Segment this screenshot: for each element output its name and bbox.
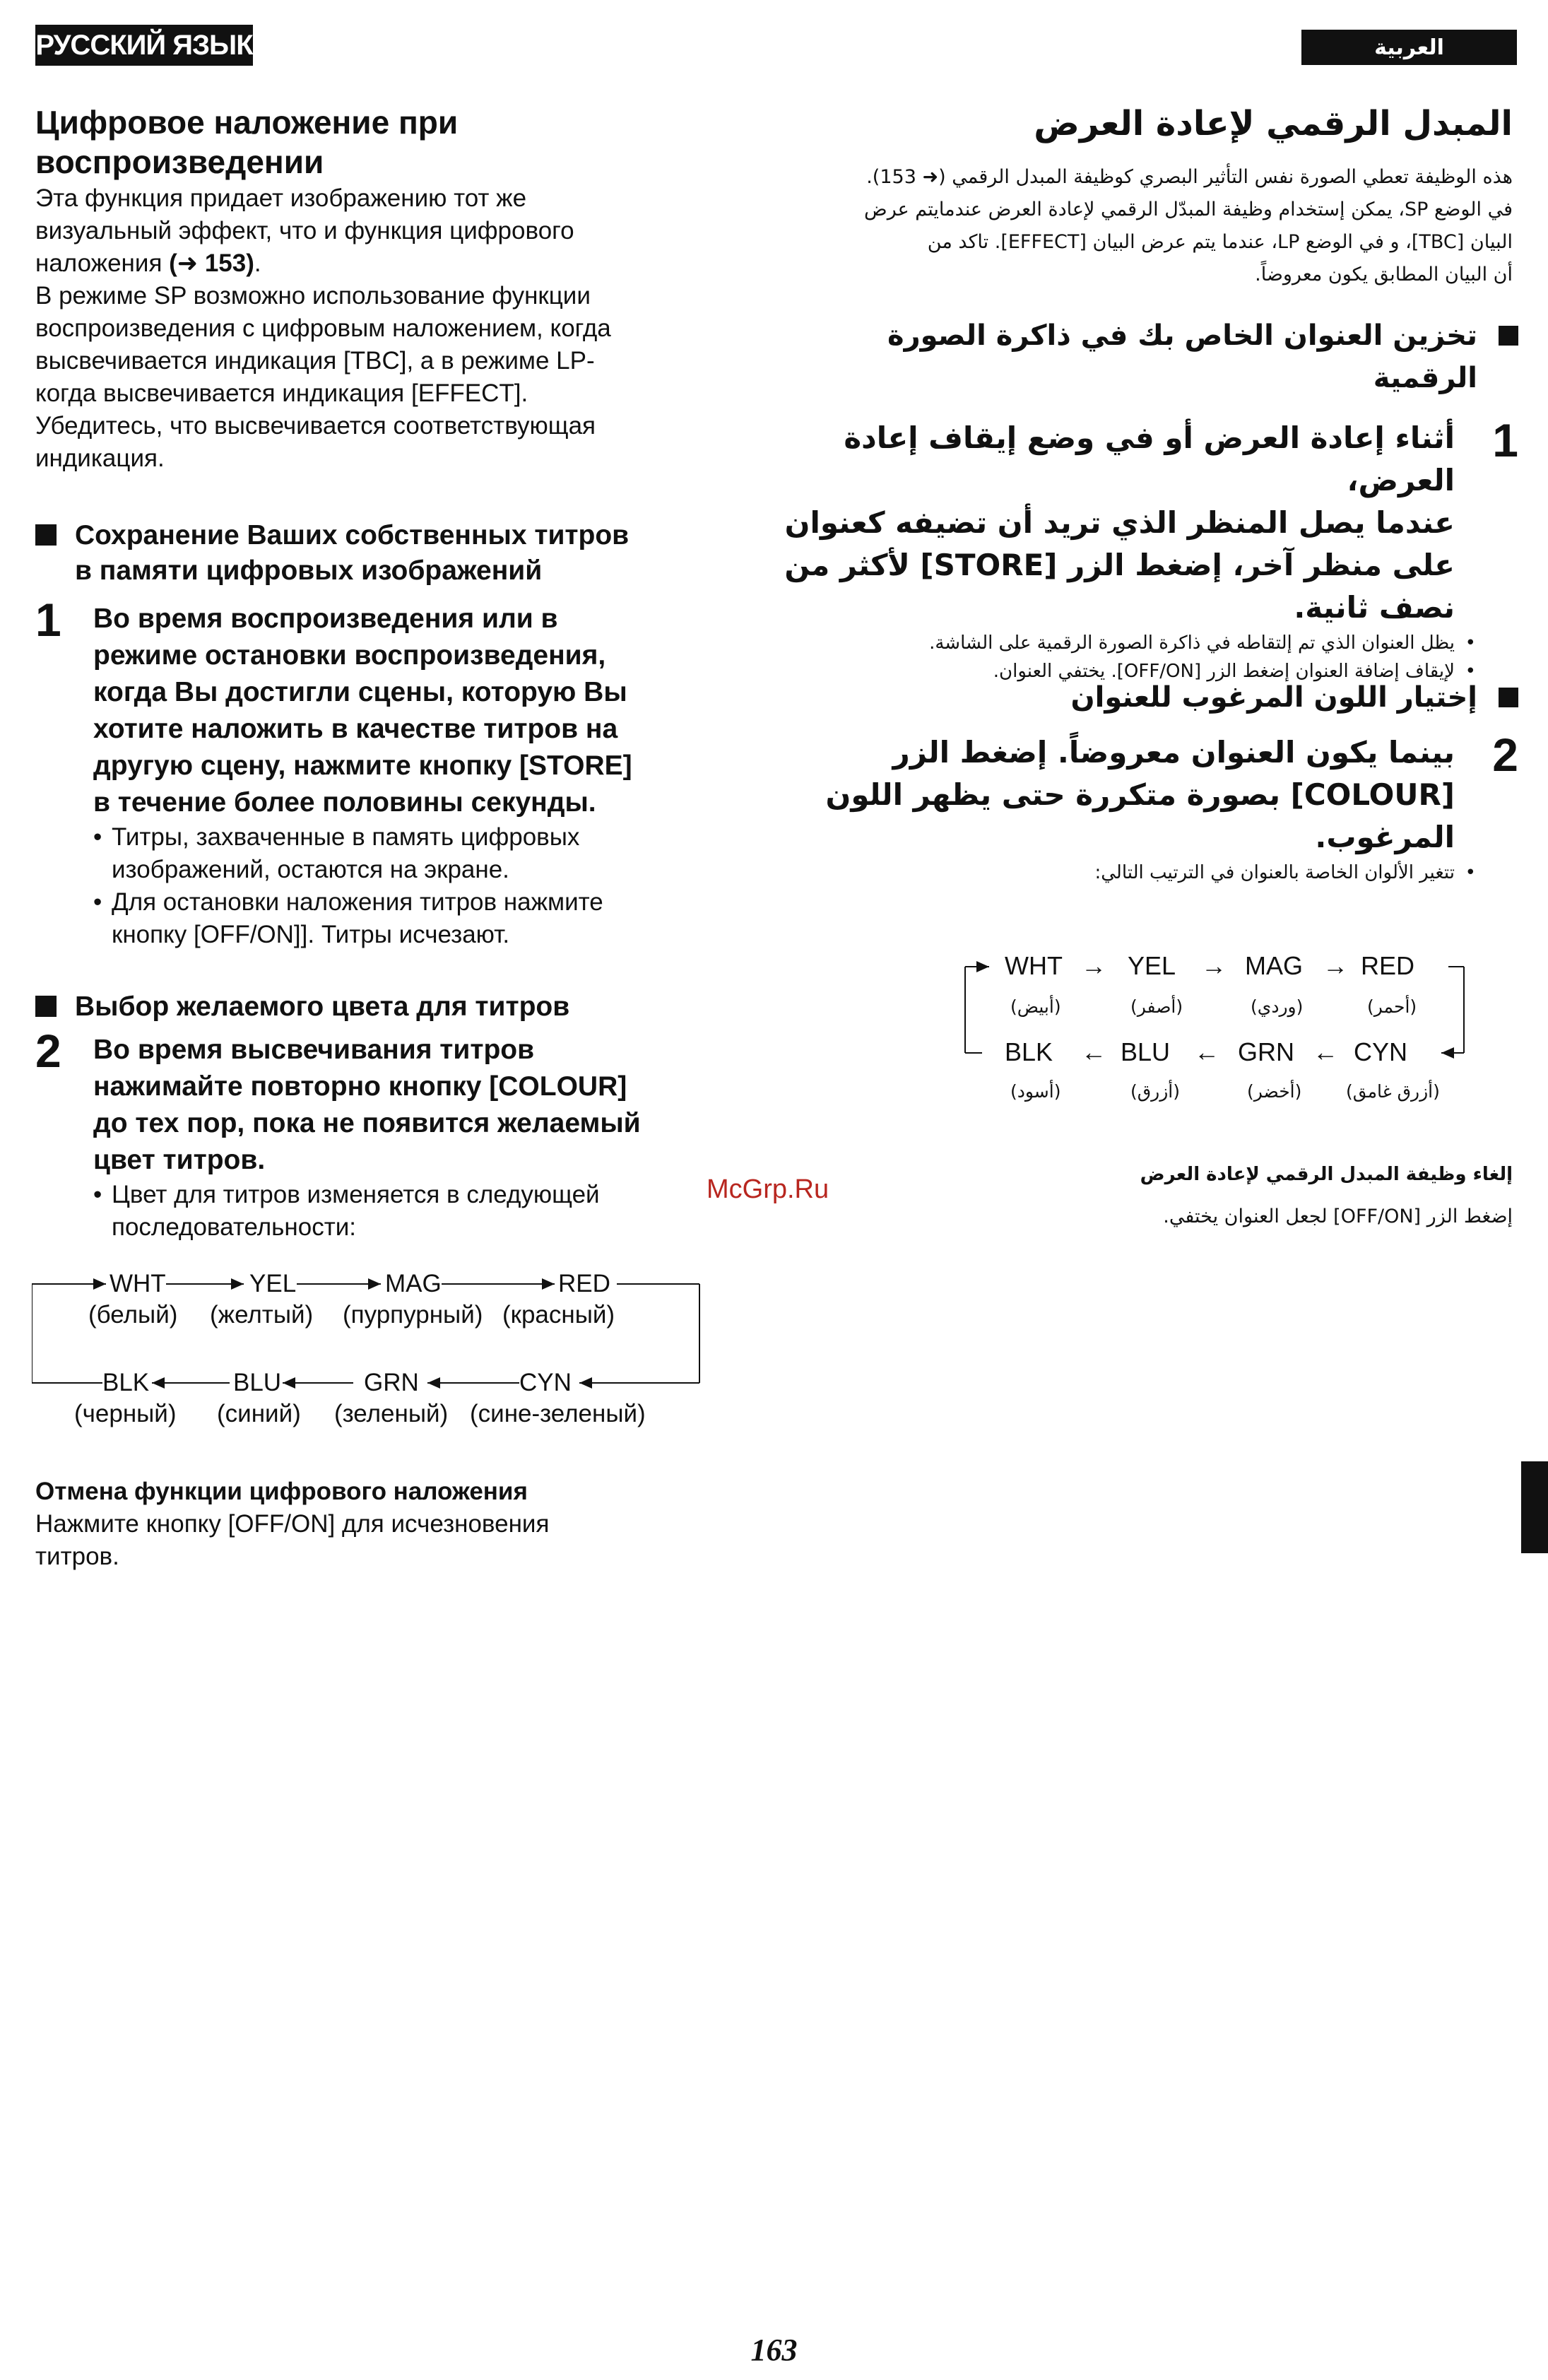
ru-cancel-title: Отмена функции цифрового наложения xyxy=(35,1478,528,1505)
ru-section-colour-heading: Выбор желаемого цвета для титров xyxy=(35,989,714,1025)
colour-code: RED xyxy=(558,1270,610,1297)
list-item: • Для остановки наложения титров нажмите кнопку [OFF/ON]]. Титры исчезают. xyxy=(93,886,714,951)
square-bullet-icon xyxy=(1499,688,1518,707)
colour-name: (сине-зеленый) xyxy=(470,1400,646,1427)
colour-name: (синий) xyxy=(217,1400,301,1427)
step-number: 2 xyxy=(35,1025,61,1077)
ar-section-store-heading: تخزين العنوان الخاص بك في ذاكرة الصورة الرقمية xyxy=(741,314,1518,399)
colour-code: WHT xyxy=(110,1270,166,1297)
colour-code: WHT xyxy=(1005,951,1063,980)
colour-name: (зеленый) xyxy=(334,1400,449,1427)
ru-title: Цифровое наложение при воспроизведении xyxy=(35,104,459,180)
square-bullet-icon xyxy=(35,524,57,546)
arrow-left-icon: ← xyxy=(1313,1037,1338,1066)
ar-step-1: 1 أثناء إعادة العرض أو في وضع إيقاف إعادة العرض، عندما يصل المنظر الذي تريد أن تضيفه كعنوان على منظر آخر، إضغط الزر [STORE] لأكثر من نصف ثانية. • يظل العنوان الذي تم إلتقاطه في ذاكرة الصورة الرقمية على الشاشة. • لإيقاف إضافة العنوان إضغط الزر [OFF/ON]. يختفي العنوان. xyxy=(741,417,1518,685)
ar-step-2: 2 بينما يكون العنوان معروضاً. إضغط الزر [COLOUR] بصورة متكررة حتى يظهر اللون المرغوب. • تتغير الألوان الخاصة بالعنوان في الترتيب التالي: xyxy=(741,731,1518,887)
colour-name: (أزرق) xyxy=(1130,1081,1180,1102)
list-item: • يظل العنوان الذي تم إلتقاطه في ذاكرة الصورة الرقمية على الشاشة. xyxy=(741,629,1518,657)
colour-code: CYN xyxy=(1354,1037,1408,1066)
arrow-right-icon: → xyxy=(1081,951,1106,980)
arrow-left-icon: ← xyxy=(1194,1037,1219,1066)
ar-intro: هذه الوظيفة تعطي الصورة نفس التأثير البصري كوظيفة المبدل الرقمي (➜ 153). في الوضع SP، يمكن إستخدام وظيفة المبدّل الرقمي لإعادة العرض عندمايتم عرض البيان [TBC]، و في الوضع LP، عندما يتم عرض البيان [EFFECT]. تاكد من أن البيان المطابق يكون معروضاً. xyxy=(864,166,1513,285)
ru-cancel-section: Отмена функции цифрового наложения Нажмите кнопку [OFF/ON] для исчезновения титров. xyxy=(35,1475,714,1573)
ar-title: المبدل الرقمي لإعادة العرض xyxy=(1034,104,1513,143)
ar-colour-cycle-diagram xyxy=(961,940,1470,1131)
colour-code: BLU xyxy=(1121,1037,1171,1066)
colour-name: (пурпурный) xyxy=(343,1301,483,1329)
arrow-right-icon: → xyxy=(1323,951,1348,980)
arrow-right-icon: → xyxy=(1201,951,1227,980)
page-number: 163 xyxy=(750,2333,798,2367)
language-tab-russian: РУССКИЙ ЯЗЫК xyxy=(35,25,253,66)
colour-name: (أحمر) xyxy=(1367,996,1417,1017)
side-index-tab xyxy=(1521,1461,1548,1553)
watermark: McGrp.Ru xyxy=(707,1174,829,1204)
step-number: 1 xyxy=(35,594,61,646)
colour-code: RED xyxy=(1361,951,1415,980)
colour-code: GRN xyxy=(364,1369,419,1396)
colour-code: YEL xyxy=(1128,951,1176,980)
ar-section-colour-heading: إختيار اللون المرغوب للعنوان xyxy=(741,676,1518,719)
colour-code: CYN xyxy=(519,1369,572,1396)
colour-name: (красный) xyxy=(502,1301,615,1329)
colour-code: BLK xyxy=(1005,1037,1053,1066)
arrow-left-icon: ← xyxy=(1081,1037,1106,1066)
list-item: • Цвет для титров изменяется в следующей последовательности: xyxy=(93,1179,714,1244)
colour-code: GRN xyxy=(1238,1037,1294,1066)
ru-intro: Эта функция придает изображению тот же визуальный эффект, что и функция цифрового наложения (➜ 153). В режиме SP возможно использование функции воспроизведения с цифровым наложением, когда высвечивается индикация [TBC], а в режиме LP- когда высвечивается индикация [EFFECT]. Убедитесь, что высвечивается соответствующая индикация. xyxy=(35,184,611,472)
colour-name: (أزرق غامق) xyxy=(1346,1081,1440,1102)
colour-name: (أسود) xyxy=(1010,1081,1061,1102)
colour-name: (желтый) xyxy=(210,1301,314,1329)
step-number: 1 xyxy=(1492,414,1518,466)
ar-cancel-text: إضغط الزر [OFF/ON] لجعل العنوان يختفي. xyxy=(1163,1206,1513,1227)
ru-section-store-heading: Сохранение Ваших собственных титров в памяти цифровых изображений xyxy=(35,518,714,589)
square-bullet-icon xyxy=(35,996,57,1017)
ar-cancel-title: إلغاء وظيفة المبدل الرقمي لإعادة العرض xyxy=(1140,1164,1513,1185)
square-bullet-icon xyxy=(1499,326,1518,346)
colour-code: MAG xyxy=(385,1270,442,1297)
colour-name: (черный) xyxy=(74,1400,177,1427)
list-item: • لإيقاف إضافة العنوان إضغط الزر [OFF/ON]. يختفي العنوان. xyxy=(741,657,1518,685)
ru-colour-cycle-diagram xyxy=(32,1268,710,1438)
step-number: 2 xyxy=(1492,729,1518,781)
ru-step-2: 2 Во время высвечивания титров нажимайте повторно кнопку [COLOUR] до тех пор, пока не появится желаемый цвет титров. • Цвет для титров изменяется в следующей последовательности: xyxy=(35,1032,714,1244)
ru-step-1: 1 Во время воспроизведения или в режиме остановки воспроизведения, когда Вы достигли сцены, которую Вы хотите наложить в качестве титров на другую сцену, нажмите кнопку [STORE] в течение более половины секунды. • Титры, захваченные в память цифровых изображений, остаются на экране. • Для остановки наложения титров нажмите кнопку [OFF/ON]]. Титры исчезают. xyxy=(35,601,714,951)
colour-name: (белый) xyxy=(88,1301,178,1329)
colour-code: YEL xyxy=(249,1270,297,1297)
list-item: • تتغير الألوان الخاصة بالعنوان في الترتيب التالي: xyxy=(741,859,1518,887)
colour-code: MAG xyxy=(1245,951,1304,980)
colour-name: (أخضر) xyxy=(1247,1081,1302,1102)
colour-code: BLK xyxy=(102,1369,150,1396)
list-item: • Титры, захваченные в память цифровых изображений, остаются на экране. xyxy=(93,821,714,886)
language-tab-arabic: العربية xyxy=(1301,30,1517,65)
colour-name: (أبيض) xyxy=(1010,996,1061,1017)
colour-name: (وردي) xyxy=(1251,996,1304,1017)
colour-name: (أصفر) xyxy=(1130,996,1183,1017)
colour-code: BLU xyxy=(233,1369,282,1396)
